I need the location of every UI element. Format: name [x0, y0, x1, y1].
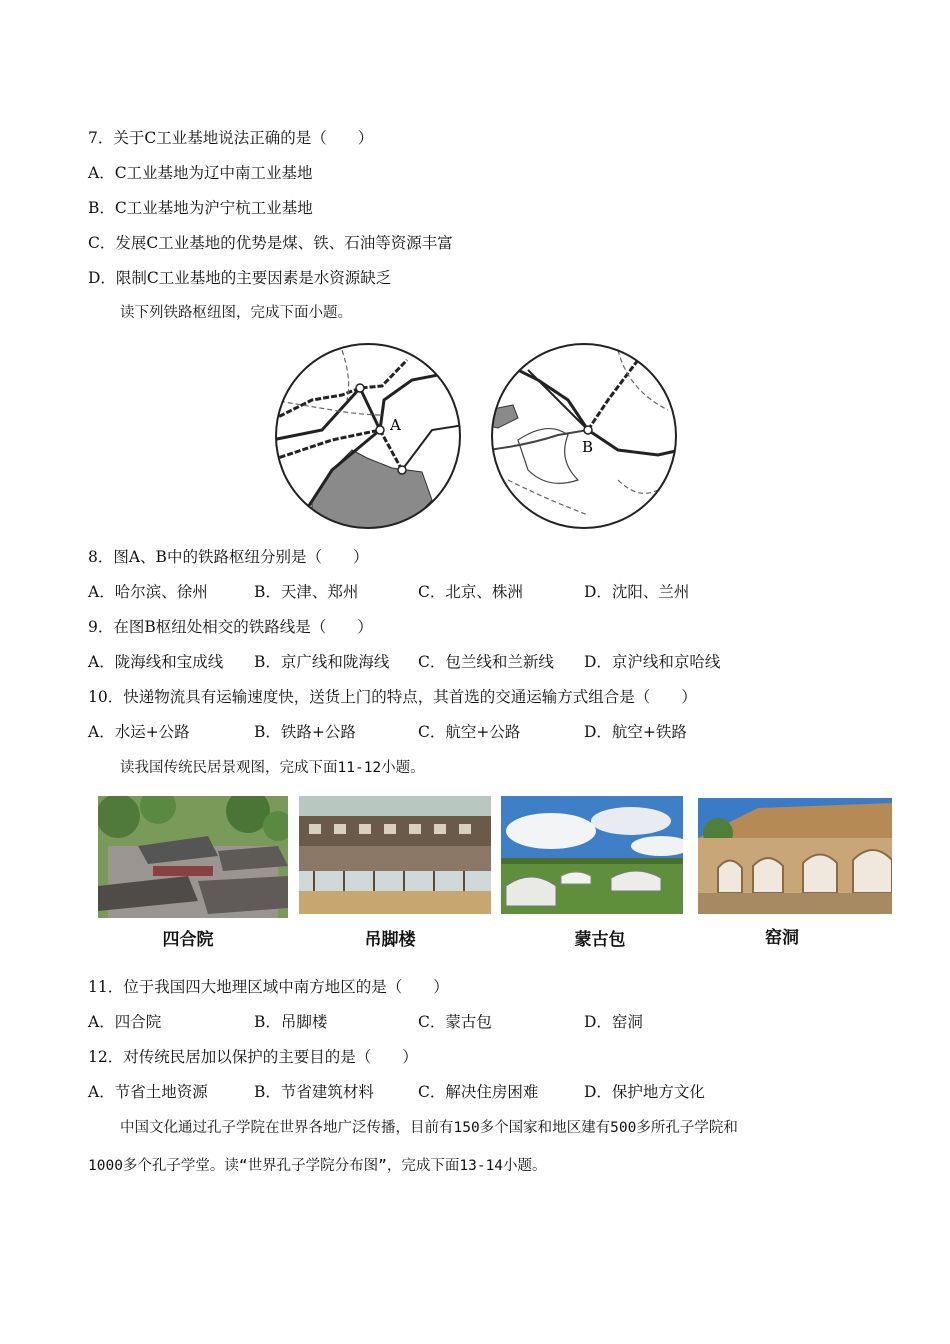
q11-option-a: A．四合院	[88, 1013, 162, 1031]
q12-option-b: B．节省建筑材料	[254, 1083, 374, 1101]
photo-diaojiaolou	[299, 796, 491, 914]
q9-option-d: D．京沪线和京哈线	[584, 653, 721, 671]
q11-option-d: D．窑洞	[584, 1013, 643, 1031]
intro-railway: 读下列铁路枢纽图，完成下面小题。	[120, 305, 352, 321]
q10-option-a: A．水运+公路	[88, 723, 190, 741]
q8-option-a: A．哈尔滨、徐州	[88, 583, 208, 601]
q10-option-c: C．航空+公路	[418, 723, 521, 741]
q10-option-b: B．铁路+公路	[254, 723, 356, 741]
q8-option-b: B．天津、郑州	[254, 583, 359, 601]
q8-option-c: C．北京、株洲	[418, 583, 523, 601]
q7-option-b: B．C工业基地为沪宁杭工业基地	[88, 199, 313, 217]
q11-stem: 11．位于我国四大地理区域中南方地区的是（ ）	[88, 978, 449, 996]
photo-siheyuan	[98, 796, 288, 918]
intro-dwellings: 读我国传统民居景观图，完成下面11-12小题。	[120, 760, 425, 776]
q9-option-c: C．包兰线和兰新线	[418, 653, 554, 671]
map-b-label: B	[582, 438, 594, 456]
q11-option-c: C．蒙古包	[418, 1013, 492, 1031]
q7-stem: 7．关于C工业基地说法正确的是（ ）	[88, 129, 374, 147]
railway-map-a	[272, 340, 464, 532]
q10-option-d: D．航空+铁路	[584, 723, 687, 741]
q9-option-b: B．京广线和陇海线	[254, 653, 390, 671]
q7-option-d: D．限制C工业基地的主要因素是水资源缺乏	[88, 269, 392, 287]
caption-siheyuan: 四合院	[162, 930, 214, 950]
caption-cave-dwelling: 窑洞	[765, 928, 799, 948]
q12-option-c: C．解决住房困难	[418, 1083, 539, 1101]
intro-confucius-line1: 中国文化通过孔子学院在世界各地广泛传播，目前有150多个国家和地区建有500多所孔子学院和	[120, 1120, 738, 1136]
caption-mongolian-yurt: 蒙古包	[574, 930, 626, 950]
q12-option-d: D．保护地方文化	[584, 1083, 705, 1101]
photo-mongolian-yurt	[501, 796, 683, 914]
q8-stem: 8．图A、B中的铁路枢纽分别是（ ）	[88, 548, 369, 566]
q10-stem: 10．快递物流具有运输速度快，送货上门的特点，其首选的交通运输方式组合是（ ）	[88, 688, 697, 706]
q11-option-b: B．吊脚楼	[254, 1013, 328, 1031]
q7-option-c: C．发展C工业基地的优势是煤、铁、石油等资源丰富	[88, 234, 453, 252]
railway-map-b	[488, 340, 680, 532]
q9-stem: 9．在图B枢纽处相交的铁路线是（ ）	[88, 618, 373, 636]
q12-stem: 12．对传统民居加以保护的主要目的是（ ）	[88, 1048, 418, 1066]
caption-diaojiaolou: 吊脚楼	[364, 930, 416, 950]
intro-confucius-line2: 1000多个孔子学堂。读“世界孔子学院分布图”，完成下面13-14小题。	[88, 1158, 547, 1174]
q8-option-d: D．沈阳、兰州	[584, 583, 690, 601]
q7-option-a: A．C工业基地为辽中南工业基地	[88, 164, 313, 182]
photo-cave-dwelling	[698, 798, 892, 914]
map-a-label: A	[390, 416, 401, 434]
q9-option-a: A．陇海线和宝成线	[88, 653, 224, 671]
q12-option-a: A．节省土地资源	[88, 1083, 208, 1101]
